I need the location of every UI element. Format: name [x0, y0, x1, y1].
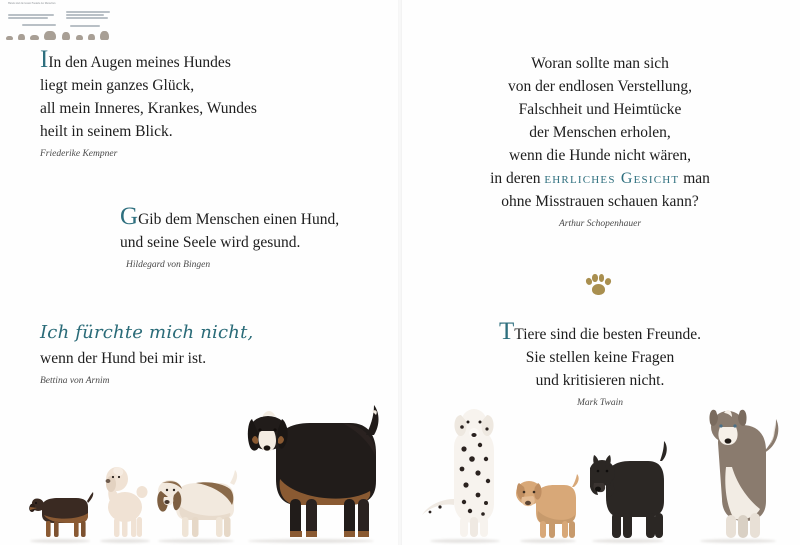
dog-shadow: [248, 539, 374, 543]
quote-author: Friederike Kempner: [40, 149, 118, 159]
page-thumbnail: [0, 2, 120, 42]
thumbnail-text-line: [66, 17, 108, 19]
thumbnail-dog-row: [4, 31, 116, 40]
quote-dropcap: G: [120, 203, 139, 230]
thumbnail-dog: [6, 36, 13, 40]
thumbnail-dog: [100, 31, 109, 40]
quote-line-text: Gib dem Menschen einen Hund,: [138, 211, 340, 228]
quote-author: Hildegard von Bingen: [126, 260, 211, 270]
dog-poodle: [98, 461, 152, 539]
quote-line: heilt in seinem Blick.: [40, 123, 173, 140]
thumbnail-text-line: [70, 25, 100, 27]
quote-line: [455, 320, 745, 346]
quote-block-kempner: [40, 48, 257, 159]
highlight-prefix: in deren: [490, 170, 545, 187]
quote-line: von der endlosen Verstellung,: [508, 78, 692, 95]
dog-dachshund: [28, 477, 94, 539]
thumbnail-text-line: [8, 17, 48, 19]
page-thumbnail-caption: Hunde sind die besten Freunde der Menschen: [8, 2, 56, 5]
thumbnail-text-line: [66, 14, 104, 16]
quote-line: Woran sollte man sich: [531, 55, 669, 72]
paw-print-icon: [584, 272, 614, 298]
thumbnail-dog: [18, 34, 25, 40]
quote-dropcap: I: [40, 46, 49, 73]
thumbnail-dog: [88, 34, 95, 40]
thumbnail-dog: [76, 35, 83, 40]
dog-scottish-terrier: [590, 439, 668, 539]
quote-block-hildegard: [120, 205, 339, 270]
thumbnail-text-line: [22, 24, 56, 26]
quote-line: liegt mein ganzes Glück,: [40, 77, 195, 94]
dog-basset-hound: [156, 457, 238, 539]
paw-toe: [604, 277, 612, 285]
paw-toe: [592, 274, 598, 282]
quote-author: Mark Twain: [576, 398, 623, 408]
quote-line: wenn die Hunde nicht wären,: [508, 147, 692, 164]
quote-block-arnim: [40, 322, 253, 386]
quote-line: wenn der Hund bei mir ist.: [40, 350, 207, 367]
dog-shadow: [700, 539, 776, 543]
dog-shadow: [158, 539, 234, 543]
highlight-suffix: man: [679, 170, 710, 187]
dog-shadow: [100, 539, 150, 543]
quote-line: [40, 48, 257, 74]
quote-block-schopenhauer: [440, 52, 760, 229]
quote-line: ohne Misstrauen schauen kann?: [501, 193, 699, 210]
quote-line-script: Ich fürchte mich nicht,: [40, 322, 254, 343]
quote-line-highlight: [440, 167, 760, 190]
quote-line-text: Tiere sind die besten Freunde.: [514, 326, 701, 343]
dog-illustration-row: [0, 385, 800, 545]
quote-line-text: In den Augen meines Hundes: [48, 54, 231, 71]
quote-line: und kritisieren nicht.: [535, 372, 665, 389]
thumbnail-dog: [30, 35, 39, 40]
highlight-emphasis: ehrliches Gesicht: [544, 170, 680, 187]
dog-bernese-mountain-dog: [246, 395, 380, 539]
dog-shar-pei: [516, 467, 580, 539]
quote-line: Sie stellen keine Fragen: [525, 349, 675, 366]
quote-line: all mein Inneres, Krankes, Wundes: [40, 100, 257, 117]
dog-dalmatian: [420, 407, 506, 539]
quote-line: der Menschen erholen,: [529, 124, 671, 141]
dog-shadow: [30, 539, 90, 543]
quote-dropcap: T: [499, 318, 515, 345]
thumbnail-text-line: [66, 11, 110, 13]
quote-line: [120, 205, 339, 231]
quote-line: Falschheit und Heimtücke: [518, 101, 682, 118]
dog-shadow: [430, 539, 500, 543]
dog-shadow: [592, 539, 664, 543]
paw-toe: [599, 274, 605, 282]
quote-line: und seine Seele wird gesund.: [120, 234, 301, 251]
thumbnail-dog: [62, 32, 70, 40]
quote-author: Bettina von Arnim: [40, 376, 110, 386]
thumbnail-text-line: [8, 14, 54, 16]
paw-pad: [592, 284, 605, 295]
dog-shadow: [520, 539, 576, 543]
dog-siberian-husky: [698, 401, 782, 539]
quote-author: Arthur Schopenhauer: [558, 219, 642, 229]
thumbnail-dog: [44, 31, 56, 40]
